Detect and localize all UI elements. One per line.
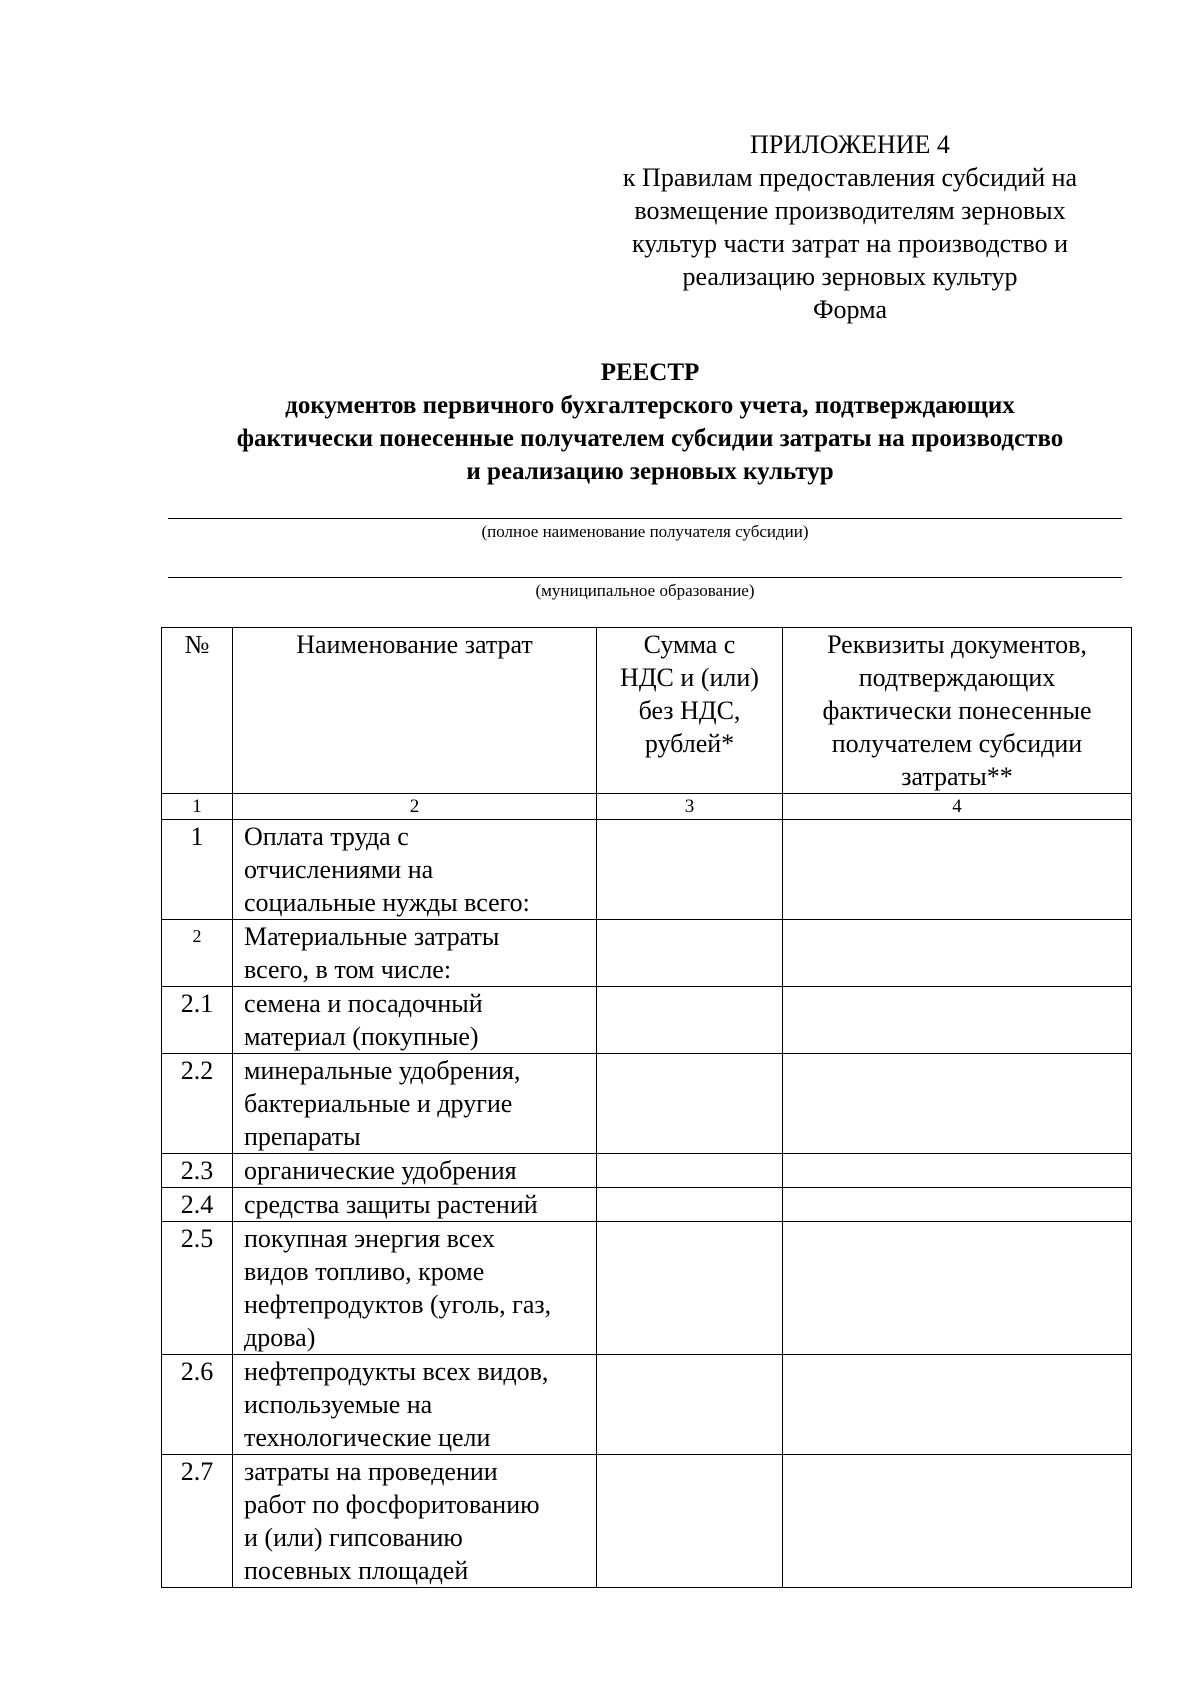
document-title [130,356,1170,488]
cost-name-line: препараты [244,1122,361,1151]
appendix-line: реализацию зерновых культур [682,262,1018,291]
header-name: Наименование затрат [233,628,597,794]
header-docs-line: подтверждающих [858,663,1056,692]
row-docs-cell[interactable] [783,1154,1132,1188]
cost-name-line: используемые на [244,1390,433,1419]
header-sum-line: Сумма с [643,630,736,659]
column-number: 3 [597,794,783,820]
municipality-caption: (муниципальное образование) [535,581,755,600]
appendix-line: возмещение производителям зерновых [634,196,1066,225]
row-number: 2.5 [162,1222,233,1355]
column-number-row [162,794,1132,820]
table-row [162,1355,1132,1455]
row-cost-name [233,1054,597,1154]
row-cost-name [233,920,597,987]
row-number: 2.2 [162,1054,233,1154]
row-sum-cell[interactable] [597,1054,783,1154]
header-docs-line: получателем субсидии [831,729,1083,758]
cost-name-line: дрова) [244,1323,316,1352]
cost-name-line: видов топливо, кроме [244,1257,485,1286]
form-label: Форма [813,295,887,324]
cost-name-line: семена и посадочный [244,989,483,1018]
header-docs-line: фактически понесенные [822,696,1092,725]
row-number: 2.4 [162,1188,233,1222]
row-docs-cell[interactable] [783,987,1132,1054]
table-row [162,1188,1132,1222]
header-docs-line: затраты** [901,762,1013,791]
table-row [162,1455,1132,1588]
column-number: 4 [783,794,1132,820]
cost-name-line: нефтепродуктов (уголь, газ, [244,1290,552,1319]
table-row [162,1222,1132,1355]
recipient-name-line[interactable] [168,518,1122,519]
row-number: 1 [162,820,233,920]
row-sum-cell[interactable] [597,1222,783,1355]
row-docs-cell[interactable] [783,1355,1132,1455]
row-number: 2.6 [162,1355,233,1455]
cost-name-line: материал (покупные) [244,1022,479,1051]
header-sum-line: НДС и (или) [620,663,759,692]
row-sum-cell[interactable] [597,1188,783,1222]
table-row [162,987,1132,1054]
title-heading: РЕЕСТР [600,359,700,386]
header-sum [597,628,783,794]
row-cost-name [233,1455,597,1588]
row-sum-cell[interactable] [597,1355,783,1455]
header-docs [783,628,1132,794]
cost-name-line: нефтепродукты всех видов, [244,1357,549,1386]
cost-name-line: всего, в том числе: [244,955,452,984]
row-number: 2.7 [162,1455,233,1588]
title-line: документов первичного бухгалтерского учета, подтверждающих [285,392,1015,419]
cost-name-line: минеральные удобрения, [244,1056,521,1085]
column-number: 2 [233,794,597,820]
cost-name-line: Материальные затраты [244,922,500,951]
row-cost-name [233,987,597,1054]
row-number: 2 [162,920,233,987]
table-row [162,820,1132,920]
row-cost-name [233,1355,597,1455]
row-docs-cell[interactable] [783,1054,1132,1154]
cost-name-line: работ по фосфоритованию [244,1490,540,1519]
row-sum-cell[interactable] [597,1154,783,1188]
row-sum-cell[interactable] [597,920,783,987]
title-line: и реализацию зерновых культур [466,458,834,485]
column-number: 1 [162,794,233,820]
row-number: 2.3 [162,1154,233,1188]
table-row [162,1054,1132,1154]
registry-table [161,627,1132,1588]
row-sum-cell[interactable] [597,987,783,1054]
row-docs-cell[interactable] [783,1222,1132,1355]
row-docs-cell[interactable] [783,1188,1132,1222]
row-cost-name [233,1222,597,1355]
cost-name-line: органические удобрения [244,1156,517,1185]
header-sum-line: рублей* [644,729,735,758]
header-docs-line: Реквизиты документов, [827,630,1087,659]
cost-name-line: покупная энергия всех [244,1224,495,1253]
appendix-line: культур части затрат на производство и [631,229,1068,258]
row-sum-cell[interactable] [597,820,783,920]
cost-name-line: социальные нужды всего: [244,888,530,917]
cost-name-line: бактериальные и другие [244,1089,513,1118]
appendix-block [590,128,1110,326]
header-sum-line: без НДС, [638,696,741,725]
cost-name-line: Оплата труда с [244,822,409,851]
row-cost-name [233,1188,597,1222]
appendix-label: ПРИЛОЖЕНИЕ 4 [750,130,950,159]
row-sum-cell[interactable] [597,1455,783,1588]
cost-name-line: посевных площадей [244,1556,469,1585]
cost-name-line: и (или) гипсованию [244,1523,463,1552]
appendix-line: к Правилам предоставления субсидий на [622,163,1078,192]
table-header-row [162,628,1132,794]
row-cost-name [233,1154,597,1188]
table-row [162,920,1132,987]
row-docs-cell[interactable] [783,1455,1132,1588]
cost-name-line: отчислениями на [244,855,434,884]
cost-name-line: средства защиты растений [244,1190,538,1219]
row-docs-cell[interactable] [783,820,1132,920]
header-no: № [162,628,233,794]
recipient-name-caption: (полное наименование получателя субсидии) [481,522,809,541]
title-line: фактически понесенные получателем субсидии затраты на производство [236,425,1064,452]
table-row [162,1154,1132,1188]
cost-name-line: затраты на проведении [244,1457,498,1486]
cost-name-line: технологические цели [244,1423,491,1452]
municipality-line[interactable] [168,577,1122,578]
row-number: 2.1 [162,987,233,1054]
row-cost-name [233,820,597,920]
row-docs-cell[interactable] [783,920,1132,987]
